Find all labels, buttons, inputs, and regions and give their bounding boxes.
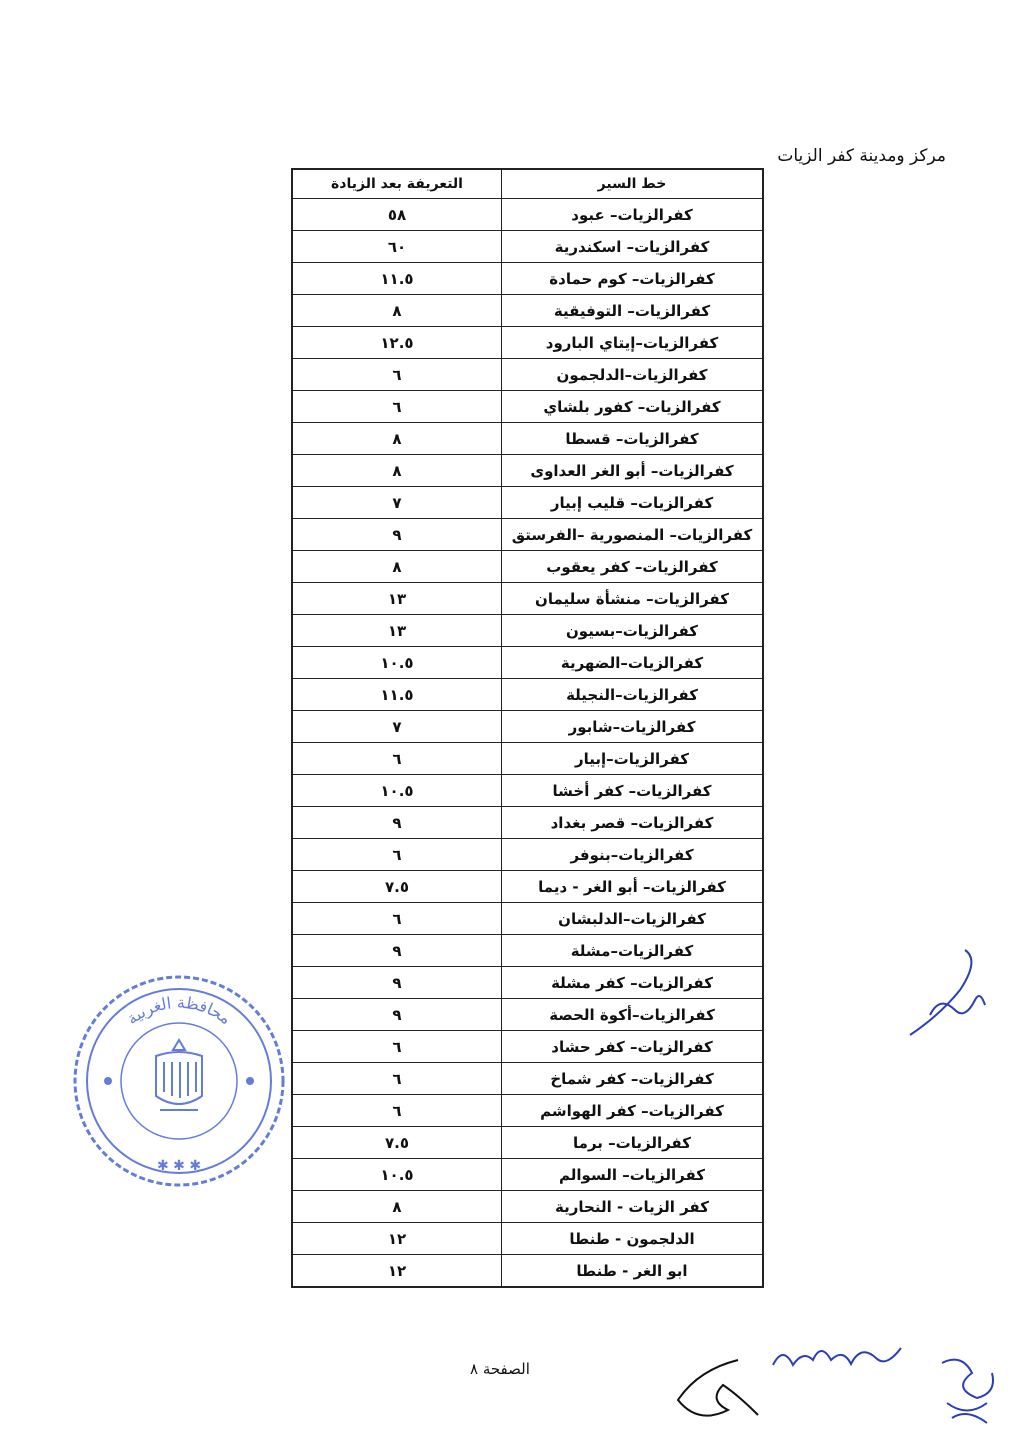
page-number: الصفحة ٨ [470,1360,530,1378]
fare-cell: ١٠.٥ [292,1159,502,1191]
fare-cell: ١٠.٥ [292,647,502,679]
fare-cell: ٨ [292,295,502,327]
table-row [292,327,763,359]
route-cell: كفرالزيات–النجيلة [502,679,764,711]
table-row [292,1063,763,1095]
route-cell: كفرالزيات–مشلة [502,935,764,967]
table-header-row [292,169,763,199]
route-cell: كفرالزيات–الضهرية [502,647,764,679]
route-cell: كفرالزيات– كوم حمادة [502,263,764,295]
signature-right-middle [890,940,1000,1050]
stamp-text-path: محافظة الغربية [122,992,236,1029]
route-cell: كفرالزيات–أكوة الحصة [502,999,764,1031]
table-row [292,1127,763,1159]
table-row [292,1095,763,1127]
table-row [292,839,763,871]
route-cell: كفرالزيات– كفور بلشاي [502,391,764,423]
route-cell: كفرالزيات– المنصورية –الفرستق [502,519,764,551]
fare-cell: ٨ [292,423,502,455]
route-cell: كفرالزيات– التوفيقية [502,295,764,327]
route-cell: كفر الزيات - النحارية [502,1191,764,1223]
route-cell: كفرالزيات– كفر أخشا [502,775,764,807]
table-row [292,999,763,1031]
signature-bottom-right [932,1348,1002,1428]
fare-cell: ٧.٥ [292,1127,502,1159]
route-cell: كفرالزيات– قسطا [502,423,764,455]
route-cell: كفرالزيات– كفر مشلة [502,967,764,999]
fare-cell: ٥٨ [292,199,502,231]
fare-cell: ٧ [292,487,502,519]
fare-cell: ٦ [292,903,502,935]
table-row [292,1255,763,1288]
svg-text:✱ ✱ ✱: ✱ ✱ ✱ [156,1158,202,1174]
eagle-icon [156,1040,202,1110]
table-row [292,423,763,455]
table-row [292,391,763,423]
table-row [292,487,763,519]
route-cell: كفرالزيات– كفر حشاد [502,1031,764,1063]
fare-cell: ٧.٥ [292,871,502,903]
route-cell: الدلجمون - طنطا [502,1223,764,1255]
table-row [292,871,763,903]
route-cell: كفرالزيات–بسيون [502,615,764,647]
route-cell: كفرالزيات–الدلجمون [502,359,764,391]
table-row [292,231,763,263]
table-row [292,583,763,615]
route-cell: كفرالزيات– برما [502,1127,764,1159]
route-cell: كفرالزيات– كفر الهواشم [502,1095,764,1127]
fare-cell: ١٣ [292,615,502,647]
table-row [292,263,763,295]
fare-cell: ١١.٥ [292,263,502,295]
route-cell: كفرالزيات– أبو الغر العداوى [502,455,764,487]
table-row [292,1223,763,1255]
fare-cell: ٩ [292,999,502,1031]
fare-cell: ٦ [292,359,502,391]
table-row [292,1191,763,1223]
table-row [292,903,763,935]
fare-cell: ٦ [292,743,502,775]
fare-cell: ٩ [292,935,502,967]
fare-cell: ٩ [292,967,502,999]
fare-cell: ٦ [292,1063,502,1095]
table-body [292,199,763,1288]
table-row [292,551,763,583]
fare-cell: ١١.٥ [292,679,502,711]
fare-cell: ٩ [292,519,502,551]
table-row [292,615,763,647]
fare-cell: ٦ [292,391,502,423]
route-cell: كفرالزيات–شابور [502,711,764,743]
fare-cell: ٦٠ [292,231,502,263]
header-route: خط السير [502,169,764,199]
route-cell: كفرالزيات–الدلبشان [502,903,764,935]
table-row [292,775,763,807]
route-cell: كفرالزيات– السوالم [502,1159,764,1191]
table-row [292,935,763,967]
fare-cell: ١٢.٥ [292,327,502,359]
official-stamp [68,970,290,1192]
table-row [292,711,763,743]
fare-cell: ١٢ [292,1255,502,1288]
table-row [292,807,763,839]
fare-cell: ٦ [292,1095,502,1127]
table-row [292,1159,763,1191]
fare-cell: ١٠.٥ [292,775,502,807]
table-row [292,647,763,679]
route-cell: ابو الغر - طنطا [502,1255,764,1288]
fare-cell: ٨ [292,551,502,583]
route-cell: كفرالزيات– أبو الغر - ديما [502,871,764,903]
fare-cell: ٦ [292,1031,502,1063]
fare-cell: ١٣ [292,583,502,615]
signature-bottom-name [768,1330,908,1380]
table-row [292,743,763,775]
tariff-table [291,168,764,1288]
table-row [292,199,763,231]
route-cell: كفرالزيات– كفر شماخ [502,1063,764,1095]
fare-cell: ٦ [292,839,502,871]
table-row [292,519,763,551]
table-row [292,295,763,327]
fare-cell: ٩ [292,807,502,839]
fare-cell: ٧ [292,711,502,743]
section-title: مركز ومدينة كفر الزيات [777,146,946,166]
table-row [292,679,763,711]
route-cell: كفرالزيات–إبيار [502,743,764,775]
fare-cell: ٨ [292,455,502,487]
route-cell: كفرالزيات–بنوفر [502,839,764,871]
route-cell: كفرالزيات– منشأة سليمان [502,583,764,615]
signature-bottom-center [668,1350,768,1430]
header-fare: التعريفة بعد الزيادة [292,169,502,199]
route-cell: كفرالزيات– قصر بغداد [502,807,764,839]
route-cell: كفرالزيات– عبود [502,199,764,231]
route-cell: كفرالزيات–إيتاي البارود [502,327,764,359]
route-cell: كفرالزيات– كفر يعقوب [502,551,764,583]
table-row [292,455,763,487]
table-row [292,967,763,999]
table-row [292,359,763,391]
fare-cell: ١٢ [292,1223,502,1255]
fare-cell: ٨ [292,1191,502,1223]
table-row [292,1031,763,1063]
route-cell: كفرالزيات– قليب إبيار [502,487,764,519]
route-cell: كفرالزيات– اسكندرية [502,231,764,263]
